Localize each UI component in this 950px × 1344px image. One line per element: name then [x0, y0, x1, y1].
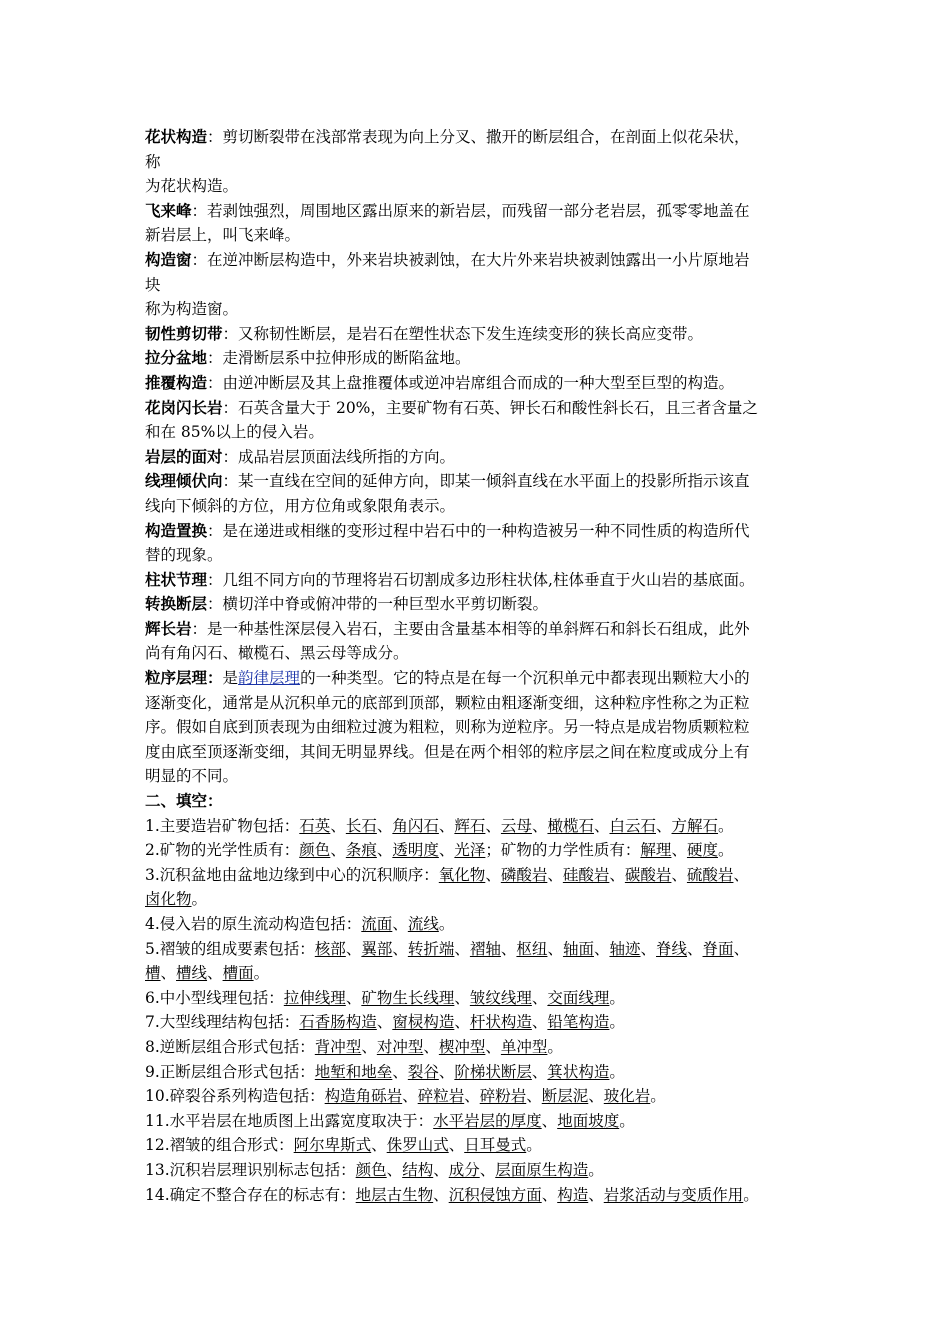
answer-blank: 褶轴 [469, 939, 501, 958]
definition-text: 若剥蚀强烈，周围地区露出原来的新岩层，而残留一部分老岩层，孤零零地盖在 [207, 201, 750, 220]
definition-item [145, 519, 815, 568]
definition-item [145, 346, 815, 371]
question-punct: 。 [718, 816, 734, 835]
question-text: 13.沉积岩层理识别标志包括： [145, 1160, 356, 1179]
question-punct: 。 [619, 1111, 635, 1130]
definition-term: 拉分盆地 [145, 349, 208, 368]
answer-blank: 轴迹 [609, 939, 641, 958]
question-line [145, 937, 815, 962]
fill-question [145, 838, 815, 863]
definition-line [145, 396, 815, 421]
question-text: 5.褶皱的组成要素包括： [145, 939, 315, 958]
answer-blank: 构造角砾岩 [324, 1087, 403, 1106]
answer-blank: 地堑和地垒 [314, 1062, 393, 1081]
question-text: 7.大型线理结构包括： [145, 1013, 300, 1032]
definition-line [145, 617, 815, 642]
definition-line [145, 691, 815, 716]
definition-text: 由逆冲断层及其上盘推覆体或逆冲岩席组合而成的一种大型至巨型的构造。 [222, 373, 735, 392]
answer-blank: 碎粒岩 [417, 1087, 465, 1106]
answer-blank: 铅笔构造 [547, 1013, 610, 1032]
question-punct: 。 [609, 988, 625, 1007]
answer-blank: 颜色 [355, 1160, 387, 1179]
definition-line [145, 494, 815, 519]
answer-blank: 云母 [500, 816, 532, 835]
fill-question [145, 1060, 815, 1085]
answer-separator: 、 [671, 865, 687, 884]
answer-blank: 石香肠构造 [299, 1013, 377, 1032]
answer-separator: 、 [588, 1185, 604, 1204]
question-line [145, 1010, 815, 1035]
term-separator: ： [191, 250, 208, 269]
definition-term: 构造置换 [145, 521, 208, 540]
question-punct: 、 [733, 939, 750, 958]
answer-separator: 、 [392, 939, 408, 958]
question-punct: 。 [588, 1160, 604, 1179]
definition-text: 称 [145, 152, 161, 171]
answer-separator: 、 [448, 1136, 465, 1155]
answer-separator: 、 [454, 1013, 470, 1032]
question-text: ；矿物的力学性质有： [485, 841, 641, 860]
definition-line [145, 592, 815, 617]
answer-blank: 楔冲型 [438, 1037, 486, 1056]
answer-blank: 沉积侵蚀方面 [448, 1185, 542, 1204]
definition-text: 为花状构造。 [145, 177, 239, 196]
definition-text: 块 [145, 275, 161, 294]
fill-question [145, 1109, 815, 1134]
answer-separator: 、 [160, 964, 177, 983]
answer-blank: 阶梯状断层 [454, 1062, 532, 1081]
answer-blank: 白云石 [609, 816, 656, 835]
answer-separator: 、 [330, 841, 346, 860]
question-line [145, 912, 815, 937]
definition-term: 线理倾伏向 [145, 472, 223, 491]
definition-term: 构造窗 [145, 250, 192, 269]
question-punct: 。 [547, 1037, 563, 1056]
question-line [145, 986, 815, 1011]
term-separator: ： [207, 570, 223, 589]
question-line [145, 814, 815, 839]
question-line [145, 1060, 815, 1085]
definition-text: 在逆冲断层构造中，外来岩块被剥蚀，在大片外来岩块被剥蚀露出一小片原地岩 [207, 250, 750, 269]
definition-line [145, 150, 815, 175]
answer-separator: 、 [485, 816, 501, 835]
answer-blank: 裂谷 [407, 1062, 439, 1081]
answer-blank: 流线 [407, 915, 439, 933]
definition-line [145, 445, 815, 470]
definition-line [145, 346, 815, 371]
definition-line [145, 199, 815, 224]
answer-separator: 、 [593, 939, 610, 958]
answer-separator: 、 [438, 1062, 455, 1081]
definition-text: 是在递进或相继的变形过程中岩石中的一种构造被另一种不同性质的构造所代 [222, 521, 750, 540]
definition-text: 是 [222, 669, 239, 688]
answer-separator: 、 [438, 816, 455, 835]
question-punct: 。 [609, 1062, 625, 1081]
fill-question [145, 912, 815, 937]
term-separator: ： [222, 324, 239, 343]
question-punct: 。 [650, 1087, 666, 1106]
answer-blank: 解理 [640, 841, 672, 860]
term-separator: ： [207, 373, 223, 392]
answer-blank: 皱纹线理 [469, 988, 532, 1007]
fill-question [145, 863, 815, 912]
definition-line [145, 223, 815, 248]
definition-line [145, 519, 815, 544]
definition-text: 新岩层上，叫飞来峰。 [145, 226, 301, 245]
answer-blank: 对冲型 [376, 1037, 424, 1056]
definition-item [145, 592, 815, 617]
definition-line [145, 371, 815, 396]
answer-blank: 轴面 [562, 939, 594, 958]
question-punct: 。 [191, 890, 208, 909]
graded-bedding-definition [145, 666, 815, 789]
term-separator: ： [207, 595, 223, 614]
answer-separator: 、 [541, 1185, 558, 1204]
question-line [145, 1158, 815, 1183]
definition-text: 几组不同方向的节理将岩石切割成多边形柱状体,柱体垂直于火山岩的基底面。 [222, 570, 755, 589]
answer-separator: 、 [547, 865, 563, 884]
section-heading: 二、填空： [145, 791, 223, 811]
question-text: 10.碎裂谷系列构造包括： [145, 1087, 325, 1106]
definition-line [145, 420, 815, 445]
answer-separator: 、 [500, 939, 517, 958]
answer-blank: 槽面 [222, 964, 254, 983]
answer-separator: 、 [376, 816, 393, 835]
answer-blank: 翼部 [361, 939, 393, 958]
definition-item [145, 617, 815, 666]
answer-separator: 、 [609, 865, 625, 884]
answer-blank: 硅酸岩 [562, 865, 610, 884]
answer-blank: 层面原生构造 [495, 1160, 589, 1179]
fill-question [145, 1035, 815, 1060]
answer-blank: 地面坡度 [557, 1111, 620, 1130]
question-line [145, 1183, 815, 1208]
definition-item [145, 371, 815, 396]
definition-text: 横切洋中脊或俯冲带的一种巨型水平剪切断裂。 [222, 595, 549, 614]
definition-text: 某一直线在空间的延伸方向，即某一倾斜直线在水平面上的投影所指示该直 [238, 472, 750, 491]
answer-blank: 拉伸线理 [283, 988, 346, 1007]
definition-term: 粒序层理 [145, 669, 208, 688]
definition-text: 走滑断层系中拉伸形成的断陷盆地。 [222, 349, 471, 368]
definition-line [145, 297, 815, 322]
term-separator: ： [222, 398, 239, 417]
definition-line [145, 543, 815, 568]
definition-item [145, 125, 815, 199]
answer-separator: 、 [330, 816, 346, 835]
answer-separator: 、 [541, 1111, 558, 1130]
answer-blank: 辉石 [454, 816, 486, 835]
definition-term: 岩层的面对 [145, 447, 223, 466]
answer-separator: 、 [656, 816, 672, 835]
definition-line [145, 641, 815, 666]
definition-term: 柱状节理 [145, 570, 208, 589]
answer-separator: 、 [640, 939, 657, 958]
definition-item [145, 469, 815, 518]
answer-separator: 、 [479, 1160, 496, 1179]
answer-blank: 石英 [299, 816, 331, 835]
answer-separator: 、 [433, 1185, 449, 1204]
question-punct: 。 [609, 1013, 625, 1032]
term-separator: ： [222, 472, 239, 491]
answer-blank: 橄榄石 [547, 816, 594, 835]
answer-blank: 构造 [557, 1185, 589, 1204]
answer-blank: 矿物生长线理 [361, 988, 455, 1007]
answer-separator: 、 [392, 915, 408, 933]
answer-separator: 、 [402, 1087, 418, 1106]
fill-question [145, 1010, 815, 1035]
definition-line [145, 125, 815, 150]
definition-text: 剪切断裂带在浅部常表现为向上分叉、撒开的断层组合，在剖面上似花朵状， [222, 128, 750, 146]
answer-blank: 光泽 [454, 841, 486, 860]
question-text: 12.褶皱的组合形式： [145, 1136, 294, 1155]
definition-text: 的一种类型。它的特点是在每一个沉积单元中都表现出颗粒大小的 [300, 669, 750, 688]
question-text: 3.沉积盆地由盆地边缘到中心的沉积顺序： [145, 865, 439, 884]
answer-separator: 、 [386, 1160, 403, 1179]
definition-item [145, 568, 815, 593]
question-line [145, 838, 815, 863]
answer-blank: 磷酸岩 [500, 865, 548, 884]
answer-separator: 、 [345, 988, 362, 1007]
term-separator: ： [207, 349, 223, 368]
answer-separator: 、 [371, 1136, 387, 1155]
answer-blank: 硫酸岩 [686, 865, 734, 884]
answer-blank: 侏罗山式 [386, 1136, 449, 1155]
answer-separator: 、 [526, 1087, 542, 1106]
fill-question [145, 814, 815, 839]
answer-blank: 杆状构造 [469, 1013, 532, 1032]
answer-separator: 、 [392, 1062, 408, 1081]
fill-question [145, 1133, 815, 1158]
definition-text: 成品岩层顶面法线所指的方向。 [238, 447, 456, 466]
question-punct: 。 [743, 1185, 759, 1204]
answer-blank: 箕状构造 [547, 1062, 610, 1081]
definition-term: 花岗闪长岩 [145, 398, 223, 417]
term-separator: ： [207, 521, 223, 540]
answer-blank: 断层泥 [541, 1087, 589, 1106]
answer-blank: 阿尔卑斯式 [293, 1136, 372, 1155]
question-text: 8.逆断层组合形式包括： [145, 1037, 315, 1056]
definition-line [145, 469, 815, 494]
answer-blank: 背冲型 [314, 1037, 362, 1056]
answer-separator: 、 [361, 1037, 377, 1056]
definition-text: 尚有角闪石、橄榄石、黑云母等成分。 [145, 644, 409, 663]
fill-question [145, 1183, 815, 1208]
answer-blank: 枢纽 [516, 939, 548, 958]
question-text: 11.水平岩层在地质图上出露宽度取决于： [145, 1111, 434, 1130]
definition-text: 序。假如自底到顶表现为由细粒过渡为粗粒，则称为逆粒序。另一特点是成岩物质颗粒粒 [145, 718, 750, 737]
definition-term: 韧性剪切带 [145, 324, 223, 343]
answer-separator: 、 [588, 1087, 604, 1106]
answer-blank: 方解石 [671, 816, 719, 835]
question-punct: 。 [717, 841, 734, 860]
definition-text: 明显的不同。 [145, 767, 239, 786]
definition-item [145, 322, 815, 347]
answer-blank: 脊线 [656, 939, 688, 958]
definition-text: 替的现象。 [145, 546, 223, 565]
definition-term: 辉长岩 [145, 619, 192, 638]
term-separator: ： [222, 447, 239, 466]
definition-item [145, 666, 815, 789]
answer-blank: 核部 [314, 939, 346, 958]
answer-separator: 、 [454, 988, 470, 1007]
question-line [145, 961, 815, 986]
definition-line [145, 322, 815, 347]
answer-blank: 交面线理 [547, 988, 610, 1007]
definition-text: 又称韧性断层，是岩石在塑性状态下发生连续变形的狭长高应变带。 [238, 324, 704, 343]
answer-separator: 、 [376, 1013, 393, 1032]
document-page [145, 125, 815, 1207]
answer-separator: 、 [531, 1062, 548, 1081]
term-separator: ： [207, 669, 223, 688]
question-line [145, 1035, 815, 1060]
definition-line [145, 666, 815, 691]
answer-blank: 氧化物 [438, 865, 486, 884]
question-text: 9.正断层组合形式包括： [145, 1062, 315, 1081]
answer-blank: 槽 [145, 964, 161, 983]
answer-separator: 、 [531, 988, 548, 1007]
answer-blank: 碳酸岩 [624, 865, 672, 884]
answer-separator: 、 [454, 939, 470, 958]
answer-blank: 长石 [345, 816, 377, 835]
question-punct: 。 [253, 964, 270, 983]
definition-term: 转换断层 [145, 595, 208, 614]
answer-separator: 、 [438, 841, 455, 860]
definition-line [145, 568, 815, 593]
fill-question [145, 1084, 815, 1109]
definitions-section [145, 125, 815, 666]
answer-blank: 日耳曼式 [464, 1136, 527, 1155]
question-punct: 。 [438, 915, 455, 933]
question-line [145, 1109, 815, 1134]
definition-line [145, 273, 815, 298]
answer-separator: 、 [207, 964, 223, 983]
answer-blank: 结构 [402, 1160, 434, 1179]
question-line [145, 863, 815, 888]
definition-item [145, 199, 815, 248]
question-text: 4.侵入岩的原生流动构造包括： [145, 915, 362, 933]
definition-line [145, 715, 815, 740]
fill-in-section [145, 814, 815, 1208]
question-text: 14.确定不整合存在的标志有： [145, 1185, 356, 1204]
definition-item [145, 445, 815, 470]
answer-blank: 条痕 [345, 841, 377, 860]
answer-separator: 、 [433, 1160, 449, 1179]
answer-separator: 、 [345, 939, 362, 958]
definition-text: 度由底至顶逐渐变细，其间无明显界线。但是在两个相邻的粒序层之间在粒度或成分上有 [145, 742, 750, 761]
answer-separator: 、 [376, 841, 393, 860]
rhythmic-bedding-link[interactable]: 韵律层理 [238, 669, 301, 688]
fill-question [145, 986, 815, 1011]
answer-blank: 成分 [448, 1160, 480, 1179]
question-punct: 。 [526, 1136, 542, 1155]
question-line [145, 1133, 815, 1158]
question-text: 6.中小型线理包括： [145, 988, 284, 1007]
answer-blank: 流面 [361, 915, 393, 933]
answer-blank: 角闪石 [392, 816, 439, 835]
answer-blank: 卤化物 [145, 890, 192, 909]
answer-separator: 、 [464, 1087, 480, 1106]
definition-line [145, 248, 815, 273]
answer-separator: 、 [687, 939, 703, 958]
answer-blank: 单冲型 [500, 1037, 548, 1056]
definition-text: 称为构造窗。 [145, 300, 239, 319]
definition-line [145, 174, 815, 199]
answer-blank: 硬度 [686, 841, 718, 860]
definition-text: 石英含量大于 20%，主要矿物有石英、钾长石和酸性斜长石，且三者含量之 [238, 398, 758, 417]
definition-term: 飞来峰 [145, 201, 192, 220]
definition-item [145, 248, 815, 322]
answer-separator: 、 [531, 816, 548, 835]
definition-text: 逐渐变化，通常是从沉积单元的底部到顶部，颗粒由粗逐渐变细，这种粒序性称之为正粒 [145, 693, 750, 712]
term-separator: ： [191, 201, 208, 220]
answer-separator: 、 [671, 841, 687, 860]
definition-line [145, 764, 815, 789]
term-separator: ： [207, 128, 223, 146]
definition-line [145, 740, 815, 765]
term-separator: ： [191, 619, 208, 638]
fill-question [145, 1158, 815, 1183]
answer-blank: 地层古生物 [355, 1185, 434, 1204]
answer-separator: 、 [531, 1013, 548, 1032]
fill-question [145, 937, 815, 986]
answer-blank: 岩浆活动与变质作用 [603, 1185, 744, 1204]
definition-text: 线向下倾斜的方位，用方位角或象限角表示。 [145, 496, 456, 515]
definition-term: 花状构造 [145, 128, 208, 146]
answer-blank: 碎粉岩 [479, 1087, 527, 1106]
definition-text: 和在 85%以上的侵入岩。 [145, 423, 324, 442]
question-text: 1.主要造岩矿物包括： [145, 816, 300, 835]
definition-item [145, 396, 815, 445]
answer-blank: 转折端 [407, 939, 455, 958]
answer-blank: 窗棂构造 [392, 1013, 455, 1032]
answer-separator: 、 [485, 1037, 501, 1056]
question-line [145, 887, 815, 912]
question-line [145, 1084, 815, 1109]
definition-text: 是一种基性深层侵入岩石，主要由含量基本相等的单斜辉石和斜长石组成，此外 [207, 619, 750, 638]
answer-separator: 、 [547, 939, 563, 958]
answer-blank: 脊面 [702, 939, 734, 958]
answer-blank: 水平岩层的厚度 [433, 1111, 542, 1130]
answer-separator: 、 [593, 816, 610, 835]
answer-blank: 颜色 [299, 841, 331, 860]
answer-separator: 、 [485, 865, 501, 884]
answer-blank: 槽线 [176, 964, 208, 983]
definition-term: 推覆构造 [145, 373, 208, 392]
answer-blank: 玻化岩 [603, 1087, 651, 1106]
answer-blank: 透明度 [392, 841, 439, 860]
answer-separator: 、 [423, 1037, 439, 1056]
question-punct: 、 [733, 865, 749, 884]
question-text: 2.矿物的光学性质有： [145, 841, 300, 860]
